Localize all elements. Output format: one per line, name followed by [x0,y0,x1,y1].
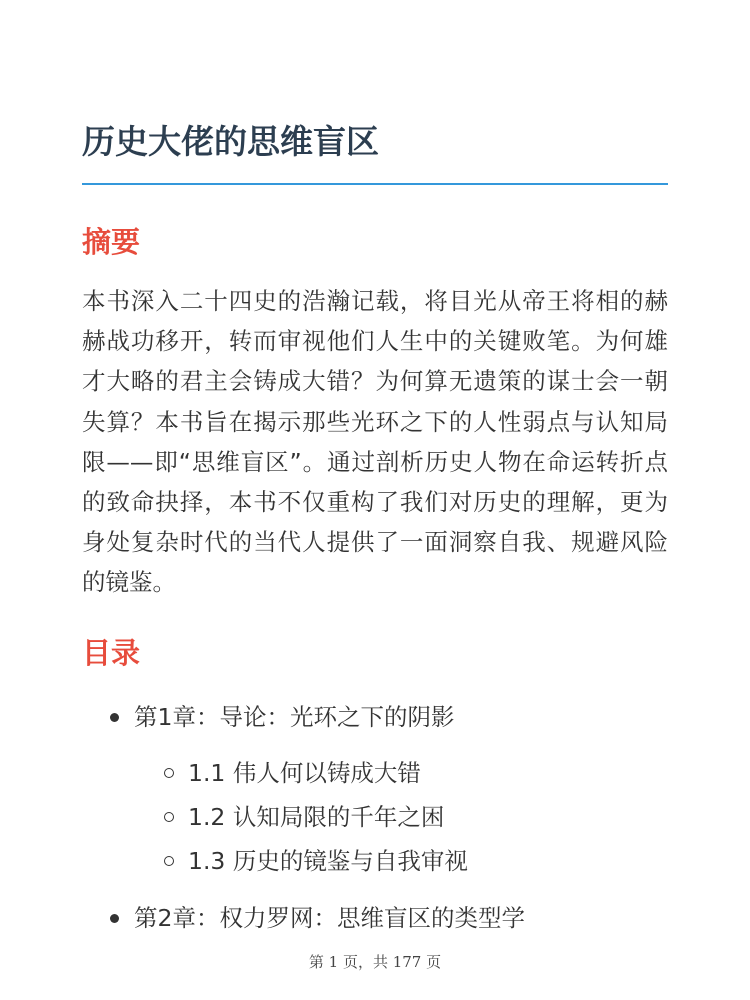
toc-chapter-1-label: 第1章：导论：光环之下的阴影 [134,703,455,731]
toc-chapter-2-label: 第2章：权力罗网：思维盲区的类型学 [134,904,525,932]
bullet-circle-icon [164,768,174,778]
bullet-disc-icon [110,713,119,722]
toc-section-label: 1.3 历史的镜鉴与自我审视 [188,847,468,875]
title-divider [82,183,668,185]
toc-section-label: 1.2 认知局限的千年之困 [188,803,445,831]
abstract-heading: 摘要 [82,225,141,259]
bullet-disc-icon [110,914,119,923]
bullet-circle-icon [164,856,174,866]
toc-section-label: 1.1 伟人何以铸成大错 [188,759,421,787]
toc-heading: 目录 [82,636,141,670]
bullet-circle-icon [164,812,174,822]
page-indicator: 第 1 页，共 177 页 [308,953,442,971]
document-title: 历史大佬的思维盲区 [82,122,379,161]
abstract-text: 本书深入二十四史的浩瀚记载，将目光从帝王将相的赫赫战功移开，转而审视他们人生中的关键败笔。为何雄才大略的君主会铸成大错？为何算无遗策的谋士会一朝失算？本书旨在揭示那些光环之下的人性弱点与认知局限——即“思维盲区”。通过剖析历史人物在命运转折点的致命抉择，本书不仅重构了我们对历史的理解，更为身处复杂时代的当代人提供了一面洞察自我、规避风险的镜鉴。 [82,287,668,597]
